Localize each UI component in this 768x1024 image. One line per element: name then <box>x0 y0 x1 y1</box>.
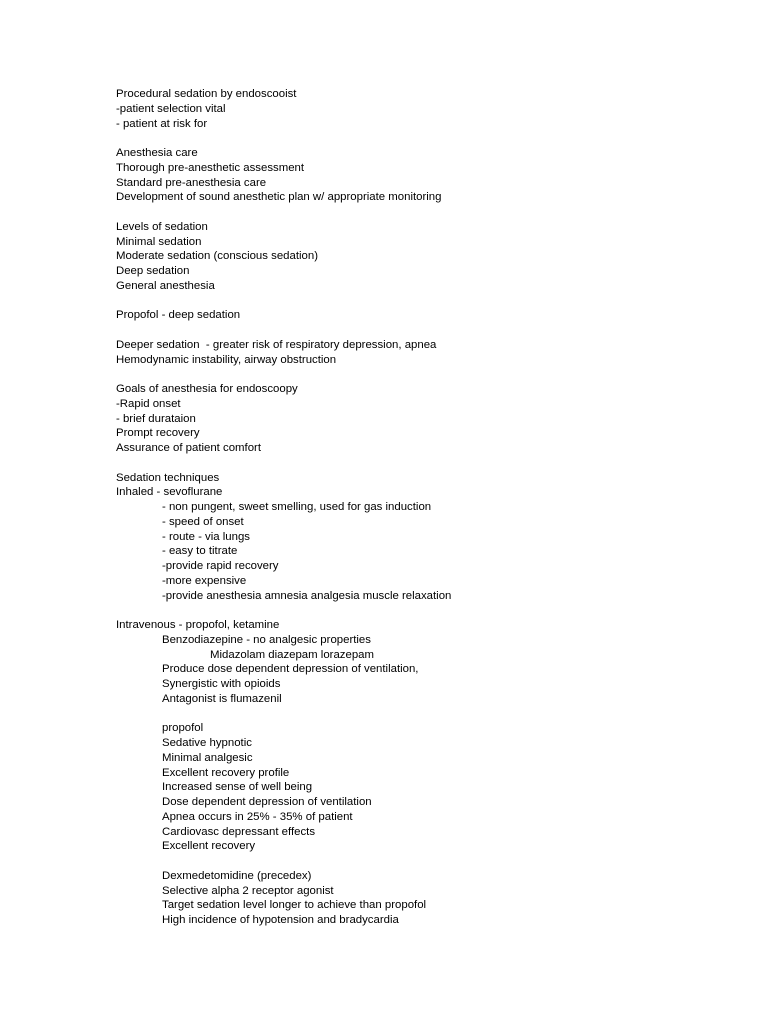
document-line: -patient selection vital <box>116 102 226 115</box>
document-line: -provide rapid recovery <box>162 560 279 572</box>
document-line: Minimal sedation <box>116 235 202 248</box>
document-line: Excellent recovery <box>162 840 256 853</box>
blank-line <box>116 323 736 338</box>
document-line: Target sedation level longer to achieve than propofol <box>162 899 427 912</box>
document-line: Dexmedetomidine (precedex) <box>162 869 312 882</box>
document-line: Cardiovasc depressant effects <box>162 825 316 838</box>
document-line: - patient at risk for <box>116 117 208 130</box>
document-line: High incidence of hypotension and bradycardia <box>162 914 399 926</box>
document-line: Produce dose dependent depression of ventilation, <box>162 663 419 676</box>
blank-line <box>116 205 736 220</box>
document-line: Propofol - deep sedation <box>116 309 241 322</box>
document-line: Deep sedation <box>116 265 190 277</box>
document-line: -Rapid onset <box>116 397 181 410</box>
document-line: Excellent recovery profile <box>162 766 290 779</box>
document-line: Levels of sedation <box>116 220 208 233</box>
blank-line <box>116 131 736 146</box>
document-line: - brief durataion <box>116 412 196 425</box>
document-line: - easy to titrate <box>162 545 238 558</box>
document-line: - non pungent, sweet smelling, used for gas induction <box>162 501 432 513</box>
document-line: Deeper sedation - greater risk of respiratory depression, apnea <box>116 338 437 351</box>
document-line: Moderate sedation (conscious sedation) <box>116 250 318 263</box>
document-line: Assurance of patient comfort <box>116 442 261 454</box>
document-line: Prompt recovery <box>116 427 200 440</box>
document-line: Antagonist is flumazenil <box>162 692 282 705</box>
document-line: Minimal analgesic <box>162 751 253 764</box>
document-line: Development of sound anesthetic plan w/ appropriate monitoring <box>116 191 442 204</box>
document-line: Midazolam diazepam lorazepam <box>210 648 374 661</box>
document-line: Dose dependent depression of ventilation <box>162 796 372 808</box>
document-line: Anesthesia care <box>116 147 198 159</box>
blank-line <box>116 707 736 722</box>
document-line: Thorough pre-anesthetic assessment <box>116 161 305 174</box>
document-line: Sedative hypnotic <box>162 737 252 749</box>
document-line: -provide anesthesia amnesia analgesia muscle relaxation <box>162 589 452 602</box>
document-line: Synergistic with opioids <box>162 678 281 690</box>
document-line: Benzodiazepine - no analgesic properties <box>162 633 371 646</box>
document-line: Procedural sedation by endoscooist <box>116 88 297 100</box>
document-line: General anesthesia <box>116 279 215 292</box>
document-line: Increased sense of well being <box>162 781 313 794</box>
document-line: Standard pre-anesthesia care <box>116 176 267 189</box>
document-line: Inhaled - sevoflurane <box>116 486 223 499</box>
document-line: -more expensive <box>162 574 247 587</box>
document-line: Sedation techniques <box>116 471 220 484</box>
document-line: Hemodynamic instability, airway obstruction <box>116 353 337 366</box>
document-line: - route - via lungs <box>162 530 250 543</box>
blank-line <box>116 854 736 869</box>
blank-line <box>116 456 736 471</box>
document-line: Intravenous - propofol, ketamine <box>116 619 280 631</box>
blank-line <box>116 367 736 382</box>
document-line: propofol <box>162 722 204 735</box>
document-body <box>116 87 736 928</box>
blank-line <box>116 294 736 309</box>
document-line: Goals of anesthesia for endoscoopy <box>116 383 298 395</box>
document-line: Selective alpha 2 receptor agonist <box>162 884 334 897</box>
document-line: Apnea occurs in 25% - 35% of patient <box>162 810 353 823</box>
document-line: - speed of onset <box>162 515 244 528</box>
blank-line <box>116 603 736 618</box>
